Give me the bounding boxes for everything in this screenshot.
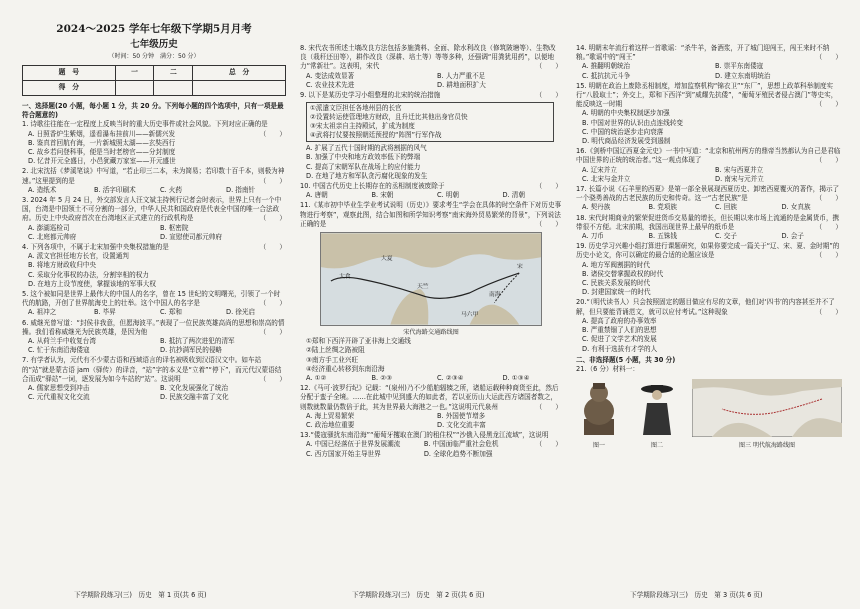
- question-text: 19. 历史学习兴趣小组打算进行课题研究，如果你要完成一篇关于“辽、宋、夏、金时期”的历史小论文，你可以确定的最合适的论题应该是: [576, 242, 840, 260]
- trade-route-map: [320, 232, 542, 326]
- question-2: [22, 167, 286, 195]
- answer-blank[interactable]: （ ）: [815, 194, 842, 203]
- answer-blank[interactable]: （ ）: [815, 251, 842, 260]
- question-text: 7. 有学者认为，元代有不少蒙古语和西域语言的译名被吸收到汉语汉文中。如车站的“站”就是蒙古语 jam（驿传）的译音，“站”字的本义是“立着”“停下”，而元代汉蒙语结合而成“驿站”一词，逐发展为如今车站的“站”。这说明: [22, 356, 282, 383]
- option[interactable]: A. 中国已经落伍于世界发展潮流: [306, 440, 401, 449]
- question-18: [576, 214, 842, 242]
- option[interactable]: A. 提高了政府的办事效率: [582, 316, 657, 325]
- option[interactable]: C. 抵抗抗元斗争: [582, 71, 631, 80]
- question-17: [576, 185, 842, 213]
- option[interactable]: B. 活字印刷术: [94, 185, 136, 194]
- option[interactable]: ④经济重心转移到东南沿海: [306, 364, 385, 373]
- option[interactable]: A. 推翻明朝统治: [582, 62, 631, 71]
- question-text: 10. 中国古代历史上长期存在的丞相制度被废除于: [300, 182, 445, 191]
- map-label: 马六甲: [461, 312, 479, 319]
- option[interactable]: D. 宣慰使司都元帅府: [160, 232, 223, 241]
- map-label: 宋: [517, 264, 523, 271]
- option-group: [300, 412, 562, 430]
- question-stem: [576, 147, 842, 165]
- figure-3-caption: 图三 明代航海路线图: [739, 441, 795, 449]
- option[interactable]: D. 有利于选拔有才学的人: [582, 344, 658, 353]
- option-group: [22, 308, 286, 317]
- figures-row: [576, 378, 842, 450]
- option[interactable]: A. ①②: [306, 374, 327, 383]
- option[interactable]: B. 抵抗了两次进犯的清军: [160, 337, 235, 346]
- option-group: [22, 224, 286, 242]
- option-group: [22, 252, 286, 289]
- answer-blank[interactable]: （ ）: [259, 299, 286, 308]
- option[interactable]: C. 故乡若问登科事，便是当时老榜官——分封制度: [28, 148, 176, 157]
- question-text: 3. 2024 年 5 月 24 日，外交部发言人汪文斌主持例行记者会时表示，世界上只有一个中国，台湾是中国领土不可分割的一部分，中华人民共和国政府是代表全中国的唯一合法政府。历史上中央政府首次在台湾地区正式建立的行政机构是: [22, 196, 282, 223]
- option[interactable]: B. 宋朝: [371, 191, 394, 200]
- option[interactable]: B. 中国对世界的认识由点连线转变: [582, 118, 684, 127]
- question-text: 2. 北宋沈括《梦溪笔谈》中写道，“若止印三二本，未为简易；若印数十百千本，则极为神速。”这里提到的是: [22, 167, 285, 185]
- question-text: 1. 诗歌往往能在一定程度上反映当时的重大历史事件或社会风貌。下列对应正确的是: [22, 120, 268, 129]
- question-11: [300, 201, 562, 383]
- option-group: [300, 374, 562, 383]
- score-input-cell[interactable]: [115, 81, 154, 96]
- option-group: [300, 72, 562, 90]
- option[interactable]: A. 刀币: [582, 232, 604, 241]
- section-1-heading: 一、选择题(20 小题，每小题 1 分，共 20 分。下列每小题的四个选项中，只有一项是最符合题意的): [22, 102, 284, 120]
- option[interactable]: B. 诸侯交替掌握政权的时代: [582, 269, 664, 278]
- option[interactable]: D. 清朝: [502, 191, 525, 200]
- figure-2-caption: 图二: [650, 441, 663, 449]
- option-group: [576, 166, 842, 184]
- question-stem: [300, 384, 562, 412]
- statue-image: [576, 379, 622, 437]
- page-2-column: [300, 44, 562, 579]
- option[interactable]: ②陆上丝绸之路被阻: [306, 346, 365, 355]
- option[interactable]: A. 海上贸易繁荣: [306, 411, 355, 420]
- option[interactable]: B. 五铢钱: [648, 232, 677, 241]
- option[interactable]: B. 党项族: [648, 203, 677, 212]
- question-stem: [22, 356, 286, 384]
- option-group: [22, 337, 286, 355]
- option[interactable]: A. 扩展了五代十国时期的武将割据的风气: [306, 144, 427, 153]
- option[interactable]: C. 交子: [715, 232, 737, 241]
- question-9: [300, 91, 562, 181]
- question-source-box: [306, 102, 554, 142]
- option[interactable]: D. 文化交流丰富: [437, 421, 486, 430]
- option[interactable]: C. 北宋与金并立: [582, 174, 631, 183]
- option[interactable]: D. ①③④: [502, 374, 530, 383]
- option[interactable]: B. 鉴真首回航有海，一片新城照太湖——玄奘西行: [28, 138, 176, 147]
- question-text: 13.“倭寇骚扰东南沿海”“葡萄牙攫取在澳门的租住权”“沙俄入侵黑龙江流域”，这说明: [300, 431, 549, 440]
- option[interactable]: A. 明朝的中央集权制逐步加强: [582, 109, 670, 118]
- option[interactable]: B. 枢密院: [160, 223, 189, 232]
- option[interactable]: D. 抗抄满军民的侵略: [160, 346, 223, 355]
- question-text: 20.“（明代读书人）只会按照固定的题目做应有尽的文章，他们对‘四书’的内容甚至并不了解，但只要能背诵范文，就可以应付考试。”这种现象: [576, 298, 835, 316]
- answer-blank[interactable]: （ ）: [535, 91, 562, 100]
- question-stem: [576, 44, 842, 62]
- option[interactable]: A. 祖冲之: [28, 308, 57, 317]
- figure-2: [637, 379, 677, 450]
- question-list-3: [576, 44, 842, 354]
- question-text: 16.《剑桥中国辽西夏金元史》一书中写道：“北京和杭州两方的鼎帝当然都认为自己是君临中国世界的正统的统治者。”这一观点体现了: [576, 147, 841, 165]
- question-text: 4. 下列各项中，不属于北宋加强中央集权措施的是: [22, 243, 169, 252]
- option[interactable]: D. 明代商品经济发展受到遏制: [582, 137, 671, 146]
- question-13: [300, 431, 562, 459]
- page-1-column: [22, 22, 286, 582]
- question-5: [22, 290, 286, 318]
- question-7: [22, 356, 286, 402]
- answer-blank[interactable]: （ ）: [259, 327, 286, 336]
- answer-blank[interactable]: （ ）: [815, 53, 842, 62]
- question-stem: [22, 290, 286, 308]
- exam-meta: （时间：50 分钟 满分：50 分）: [108, 53, 200, 60]
- question-text: 5. 这个被如同是世界上最伟大的中国人的名字，曾在 15 世纪的文明曙光，引领了一个时代的航路，开创了世界航海史上的壮举。这个中国人的名字是: [22, 290, 281, 308]
- question-19: [576, 242, 842, 297]
- option[interactable]: A. 辽宋并立: [582, 165, 617, 174]
- option[interactable]: C. ②③④: [437, 374, 464, 383]
- option[interactable]: D. 徐光启: [226, 308, 256, 317]
- answer-blank[interactable]: （ ）: [535, 219, 562, 228]
- question-text: 18. 宋代时期商业的繁荣促进货币交易量的增长，但长期以来市场上流通的是金属货币，携带很不方便。北宋前期，我国出现世界上最早的纸币是: [576, 213, 840, 231]
- answer-blank[interactable]: （ ）: [259, 176, 286, 185]
- option-group: [300, 337, 562, 374]
- map-label: 大夏: [381, 256, 393, 263]
- question-stem: [300, 91, 562, 100]
- question-stem: [22, 196, 286, 224]
- question-list-2: [300, 44, 562, 459]
- option-group: [576, 232, 842, 241]
- option[interactable]: D. 耕地面积扩大: [437, 80, 486, 89]
- question-text: 11.《某市初中毕业生学业考试说明（历史）》要求考生“学会在具体的时空条件下对历史事物进行考察”，观察此图，结合如图和所学知识考察“南宋海外贸易繁荣的背景”，下列说法正确的是: [300, 201, 562, 228]
- score-header-cell: 题 号: [23, 66, 116, 81]
- question-text: 14. 明朝末年流行着这样一首歌谣：“杀牛羊，备酒浆，开了城门迎闯王，闯王来时不纳粮。”歌谣中的“闯王”: [576, 44, 830, 62]
- option[interactable]: B. 宋与西夏并立: [715, 165, 764, 174]
- option[interactable]: B. 加强了中央和地方政效率低下的弊端: [306, 153, 421, 162]
- option[interactable]: B. 严重禁锢了人们的思想: [582, 326, 657, 335]
- option[interactable]: D. 忆昔开元全盛日，小邑犹藏万家室——开元盛世: [28, 157, 176, 166]
- option[interactable]: C. 促进了文学艺术的发展: [582, 335, 657, 344]
- question-21-stem: 21.（6 分）材料一：: [576, 364, 639, 373]
- answer-blank[interactable]: （ ）: [815, 307, 842, 316]
- answer-blank[interactable]: （ ）: [259, 129, 286, 138]
- option[interactable]: A. 澎湖巡检司: [28, 223, 70, 232]
- question-text: 9. 以下是某历史学习小组整理的北宋的统治措施: [300, 91, 441, 100]
- question-14: [576, 44, 842, 81]
- option[interactable]: A. 从荷兰手中收复台湾: [28, 337, 96, 346]
- option[interactable]: B. 毕昇: [94, 308, 116, 317]
- option-group: [576, 261, 842, 298]
- question-3: [22, 196, 286, 242]
- score-header-cell: 一: [115, 66, 154, 81]
- question-10: [300, 182, 562, 200]
- question-stem: [22, 319, 286, 337]
- question-stem: [576, 242, 842, 260]
- option-group: [22, 186, 286, 195]
- option[interactable]: C. 火药: [160, 185, 182, 194]
- question-list-1: [22, 120, 286, 402]
- question-stem: [576, 82, 842, 110]
- option[interactable]: B. 文化发展强化了统治: [160, 384, 229, 393]
- option-group: [300, 144, 562, 181]
- option-group: [22, 130, 260, 167]
- question-4: [22, 243, 286, 289]
- question-1: [22, 120, 286, 166]
- option[interactable]: C. 忙于东南沿海倭寇: [28, 346, 90, 355]
- option[interactable]: D. 南宋与元并立: [715, 174, 764, 183]
- option[interactable]: C. 西方国家开始主导世界: [306, 449, 381, 458]
- option[interactable]: ①郑和下西洋开辟了亚非海上交通线: [306, 337, 411, 346]
- score-table: [22, 65, 286, 96]
- option[interactable]: A. 地方军阀割据的时代: [582, 260, 650, 269]
- option[interactable]: D. 全球化趋势不断加强: [423, 449, 493, 458]
- score-header-cell: 总 分: [193, 66, 286, 81]
- option[interactable]: C. 北庭都元帅府: [28, 232, 77, 241]
- answer-blank[interactable]: （ ）: [535, 440, 562, 449]
- figure-portrait-image: [637, 379, 677, 437]
- question-text: 15. 明朝在政治上废除丞相制度，增加监察机构“锦衣卫”“东厂”，思想上政革科举制度实行“八股取士”；外交上，郑和下西洋“到”威耀先抗倭”，“葡萄牙殖民者侵占澳门”等史实，能反映这一时期: [576, 81, 838, 109]
- option[interactable]: C. 采取分化事权的办法，分割宰相的权力: [28, 270, 149, 279]
- question-stem: [22, 243, 286, 252]
- option[interactable]: D. 女真族: [781, 203, 811, 212]
- option[interactable]: ③南方手工业兴旺: [306, 355, 359, 364]
- option[interactable]: C. 政治地位重要: [306, 421, 355, 430]
- question-text: 6. 威继光曾写道：“封侯非我意，但愿海波平。”表现了一位民族英雄高尚的思想和崇高的情操。我们看称威继光为民族英雄，是因为他: [22, 318, 285, 336]
- option-group: [300, 191, 562, 200]
- option[interactable]: D. 封建国家统一的时代: [582, 288, 651, 297]
- option-group: [22, 384, 286, 402]
- figure-1: [576, 379, 622, 450]
- answer-blank[interactable]: （ ）: [815, 222, 842, 231]
- source-line: ②设置转运使管理地方财政，且升迁比其他出身官员快: [310, 113, 468, 122]
- answer-blank[interactable]: （ ）: [259, 214, 286, 223]
- question-text: 8. 宋代农书所述土壤改良方法包括多施粪料、全面、除水利改良（修筑陂塘等）、生物改良（栽秆还田等），耕作改良（深耕、培土等）等等多种，还强调“用粪犹用药”，以便地力“常新壮”。这表明，宋代: [300, 44, 556, 71]
- source-line: ③宋太祖亲自主持殿试，扩成为制度: [310, 122, 415, 131]
- option[interactable]: C. 农业技术先进: [306, 80, 355, 89]
- page-3-column: [576, 44, 842, 579]
- question-stem: [300, 182, 562, 191]
- route-map-image: [321, 233, 541, 325]
- source-line: ④武将打仗要按照朝廷预授的“阵图”行军作战: [310, 131, 442, 140]
- option[interactable]: B. 人力严重不足: [437, 71, 486, 80]
- score-label-cell: 得 分: [23, 81, 116, 96]
- score-header-cell: 二: [154, 66, 193, 81]
- option-group: [576, 203, 842, 212]
- answer-blank[interactable]: （ ）: [535, 62, 562, 71]
- page-1-footer: 下学期阶段练习(三) 历史 第 1 页(共 6 页): [74, 591, 207, 599]
- figure-3: [692, 379, 842, 450]
- answer-blank[interactable]: （ ）: [259, 374, 286, 383]
- option[interactable]: D. 指南针: [226, 185, 256, 194]
- map-label: 南海: [489, 292, 501, 299]
- question-6: [22, 319, 286, 356]
- option[interactable]: D. 在地方上设节度使，掌握该地的军事大权: [28, 279, 156, 288]
- question-text: 12.《马可·波罗行纪》记载：“(泉州)乃不少船舶辐辏之所，诸船运载种种商货至此，然后分配于蛮子全境。……在此城中见到盛大的如此者，若以亚历山大运此西方诸国者数之，则数就数量仍数倍于此，其为世界最大海港之一也。”这说明元代泉州: [300, 384, 559, 411]
- question-20: [576, 298, 842, 353]
- option[interactable]: A. 契丹族: [582, 203, 611, 212]
- map-label: 大食: [339, 274, 351, 281]
- page-3-footer: 下学期阶段练习(三) 历史 第 3 页(共 6 页): [630, 591, 763, 599]
- question-stem: [300, 201, 562, 229]
- option[interactable]: A. 唐朝: [306, 191, 328, 200]
- answer-blank[interactable]: （ ）: [815, 100, 842, 109]
- map-label: 天竺: [417, 284, 429, 291]
- option-group: [576, 62, 842, 80]
- option-group: [300, 440, 536, 458]
- option-group: [576, 109, 842, 146]
- option[interactable]: A. 派文官担任地方长官，设置通判: [28, 252, 129, 261]
- question-12: [300, 384, 562, 430]
- option[interactable]: B. 中国面临严重社会危机: [423, 440, 499, 449]
- question-text: 17. 长篇小说《石羊里的西夏》是第一部全景展现西夏历史、卸密西夏覆灭的著作，揭示了一个骁勇善战的古老民族的历史和传奇。这一“古老民族”是: [576, 185, 840, 203]
- answer-blank[interactable]: （ ）: [815, 156, 842, 165]
- question-15: [576, 82, 842, 146]
- page-2-footer: 下学期阶段练习(三) 历史 第 2 页(共 6 页): [352, 591, 485, 599]
- source-line: ①派遣文臣担任各地州县的长官: [310, 104, 402, 113]
- exam-title: 2024～2025 学年七年级下学期5月月考: [56, 23, 252, 35]
- answer-blank[interactable]: （ ）: [259, 243, 286, 252]
- question-stem: [576, 214, 842, 232]
- question-16: [576, 147, 842, 184]
- option[interactable]: A. 造纸术: [28, 185, 57, 194]
- option[interactable]: A. 日照香炉生紫烟，遥看瀑布挂前川——新儒兴发: [28, 129, 176, 138]
- figure-1-caption: 图一: [592, 441, 605, 449]
- option[interactable]: D. 会子: [781, 232, 804, 241]
- score-input-cell[interactable]: [193, 81, 286, 96]
- option[interactable]: B. 将地方财政收归中央: [28, 261, 97, 270]
- exam-subtitle: 七年级历史: [130, 39, 178, 50]
- option[interactable]: C. 明朝: [437, 191, 459, 200]
- option[interactable]: C. 郑和: [160, 308, 182, 317]
- question-stem: [22, 167, 286, 185]
- section-2-heading: 二、非选择题(5 小题，共 30 分): [576, 355, 676, 364]
- option[interactable]: D. 在地了地方和军队贪污腐化现象的发生: [306, 171, 428, 180]
- option[interactable]: D. 民族交融丰富了文化: [160, 393, 229, 402]
- question-stem: [576, 185, 842, 203]
- map-caption: 宋代海路交通路线图: [403, 329, 459, 337]
- voyage-map-image: [692, 379, 842, 437]
- option[interactable]: C. 元代重视文化交流: [28, 393, 90, 402]
- option-group: [576, 317, 842, 354]
- option[interactable]: A. 变法成效显著: [306, 71, 355, 80]
- option[interactable]: C. 回族: [715, 203, 737, 212]
- option[interactable]: B. ②③: [371, 374, 393, 383]
- option[interactable]: C. 民族关系发展的时代: [582, 279, 651, 288]
- option[interactable]: C. 提高了宋朝军队在战场上的应付能力: [306, 162, 421, 171]
- answer-blank[interactable]: （ ）: [535, 182, 562, 191]
- option[interactable]: B. 外国使节增多: [437, 411, 486, 420]
- answer-blank[interactable]: （ ）: [535, 402, 562, 411]
- question-stem: [576, 298, 842, 316]
- option[interactable]: C. 中国的统治逐步走向衰落: [582, 127, 664, 136]
- question-stem: [300, 44, 562, 72]
- score-input-cell[interactable]: [154, 81, 193, 96]
- option[interactable]: A. 儒家思想受到冲击: [28, 384, 90, 393]
- question-8: [300, 44, 562, 90]
- option[interactable]: D. 建立东南明统治: [715, 71, 771, 80]
- option[interactable]: B. 崇平东南倭寇: [715, 62, 764, 71]
